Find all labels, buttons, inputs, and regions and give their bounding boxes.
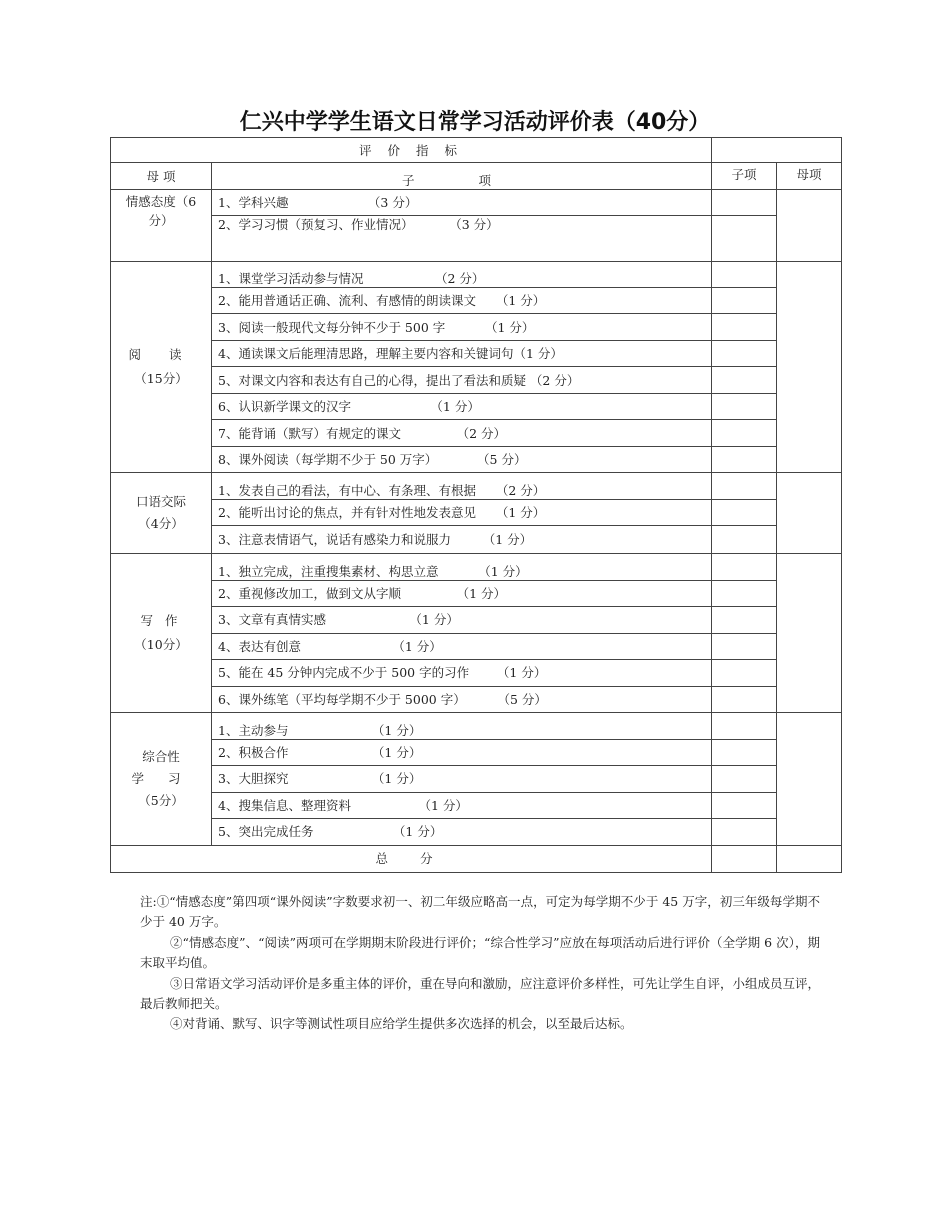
sub-score-cell bbox=[712, 216, 777, 262]
item-cell: 4、通读课文后能理清思路，理解主要内容和关键词句（1 分） bbox=[212, 341, 712, 367]
item-cell: 4、搜集信息、整理资料 （1 分） bbox=[212, 792, 712, 818]
item-cell: 3、注意表情语气，说话有感染力和说服力 （1 分） bbox=[212, 526, 712, 553]
item-cell: 2、能听出讨论的焦点，并有针对性地发表意见 （1 分） bbox=[212, 500, 712, 526]
parent-score-cell bbox=[777, 262, 842, 473]
parent-score-cell bbox=[777, 712, 842, 845]
item-cell: 3、文章有真情实感 （1 分） bbox=[212, 606, 712, 633]
sub-score-cell bbox=[712, 420, 777, 447]
sub-score-cell bbox=[712, 659, 777, 686]
item-cell: 1、学科兴趣 （3 分） bbox=[212, 190, 712, 216]
item-cell: 8、课外阅读（每学期不少于 50 万字） （5 分） bbox=[212, 447, 712, 473]
sub-score-cell bbox=[712, 500, 777, 526]
total-sub-score-cell bbox=[712, 845, 777, 872]
parent-score-cell bbox=[777, 473, 842, 553]
item-cell: 1、主动参与 （1 分） bbox=[212, 712, 712, 739]
sub-score-cell bbox=[712, 686, 777, 712]
item-cell: 6、认识新学课文的汉字 （1 分） bbox=[212, 394, 712, 420]
evaluation-table bbox=[110, 137, 842, 873]
item-cell: 6、课外练笔（平均每学期不少于 5000 字） （5 分） bbox=[212, 686, 712, 712]
sub-score-cell bbox=[712, 606, 777, 633]
sub-score-cell bbox=[712, 473, 777, 500]
section-name-writing: 写 作 （10分） bbox=[111, 553, 212, 712]
header-indicator: 评 价 指 标 bbox=[111, 138, 712, 163]
note-2: ②“情感态度”、“阅读”两项可在学期期末阶段进行评价；“综合性学习”应放在每项活动后进行评价（全学期 6 次），期末取平均值。 bbox=[140, 934, 820, 971]
header-blank bbox=[712, 138, 842, 163]
sub-score-cell bbox=[712, 580, 777, 606]
item-cell: 2、积极合作 （1 分） bbox=[212, 739, 712, 765]
sub-score-cell bbox=[712, 765, 777, 792]
page-title: 仁兴中学学生语文日常学习活动评价表（40分） bbox=[239, 110, 711, 135]
header-score-sub: 子项 bbox=[712, 163, 777, 190]
item-cell: 2、重视修改加工，做到文从字顺 （1 分） bbox=[212, 580, 712, 606]
sub-score-cell bbox=[712, 553, 777, 580]
item-cell: 5、对课文内容和表达有自己的心得，提出了看法和质疑 （2 分） bbox=[212, 367, 712, 394]
sub-score-cell bbox=[712, 526, 777, 553]
notes-section bbox=[140, 892, 820, 1035]
item-cell: 4、表达有创意 （1 分） bbox=[212, 633, 712, 659]
sub-score-cell bbox=[712, 792, 777, 818]
item-cell: 1、发表自己的看法，有中心、有条理、有根据 （2 分） bbox=[212, 473, 712, 500]
sub-score-cell bbox=[712, 262, 777, 288]
note-4: ④对背诵、默写、识字等测试性项目应给学生提供多次选择的机会，以至最后达标。 bbox=[170, 1016, 633, 1032]
parent-score-cell bbox=[777, 553, 842, 712]
sub-score-cell bbox=[712, 367, 777, 394]
section-name-reading: 阅 读 （15分） bbox=[111, 262, 212, 473]
sub-score-cell bbox=[712, 288, 777, 314]
item-cell: 5、突出完成任务 （1 分） bbox=[212, 818, 712, 845]
header-parent-item: 母 项 bbox=[111, 163, 212, 190]
sub-score-cell bbox=[712, 314, 777, 341]
header-sub-item: 子 项 bbox=[212, 163, 712, 190]
section-name-attitude: 情感态度（6分） bbox=[111, 190, 212, 262]
item-cell: 2、学习习惯（预复习、作业情况） （3 分） bbox=[212, 216, 712, 262]
sub-score-cell bbox=[712, 712, 777, 739]
sub-score-cell bbox=[712, 633, 777, 659]
sub-score-cell bbox=[712, 190, 777, 216]
note-3: ③日常语文学习活动评价是多重主体的评价，重在导向和激励，应注意评价多样性，可先让学生自评，小组成员互评，最后教师把关。 bbox=[140, 975, 821, 1012]
item-cell: 7、能背诵（默写）有规定的课文 （2 分） bbox=[212, 420, 712, 447]
section-name-speaking: 口语交际 （4分） bbox=[111, 473, 212, 553]
sub-score-cell bbox=[712, 341, 777, 367]
item-cell: 5、能在 45 分钟内完成不少于 500 字的习作 （1 分） bbox=[212, 659, 712, 686]
sub-score-cell bbox=[712, 447, 777, 473]
item-cell: 1、课堂学习活动参与情况 （2 分） bbox=[212, 262, 712, 288]
note-1: 注:①“情感态度”第四项“课外阅读”字数要求初一、初二年级应略高一点，可定为每学期不少于 45 万字，初三年级每学期不少于 40 万字。 bbox=[140, 894, 820, 930]
header-score-parent: 母项 bbox=[777, 163, 842, 190]
sub-score-cell bbox=[712, 739, 777, 765]
parent-score-cell bbox=[777, 190, 842, 262]
item-cell: 2、能用普通话正确、流利、有感情的朗读课文 （1 分） bbox=[212, 288, 712, 314]
item-cell: 3、大胆探究 （1 分） bbox=[212, 765, 712, 792]
sub-score-cell bbox=[712, 818, 777, 845]
section-name-integrated: 综合性 学 习 （5分） bbox=[111, 712, 212, 845]
total-parent-score-cell bbox=[777, 845, 842, 872]
total-label: 总 分 bbox=[111, 845, 712, 872]
item-cell: 1、独立完成，注重搜集素材、构思立意 （1 分） bbox=[212, 553, 712, 580]
sub-score-cell bbox=[712, 394, 777, 420]
item-cell: 3、阅读一般现代文每分钟不少于 500 字 （1 分） bbox=[212, 314, 712, 341]
